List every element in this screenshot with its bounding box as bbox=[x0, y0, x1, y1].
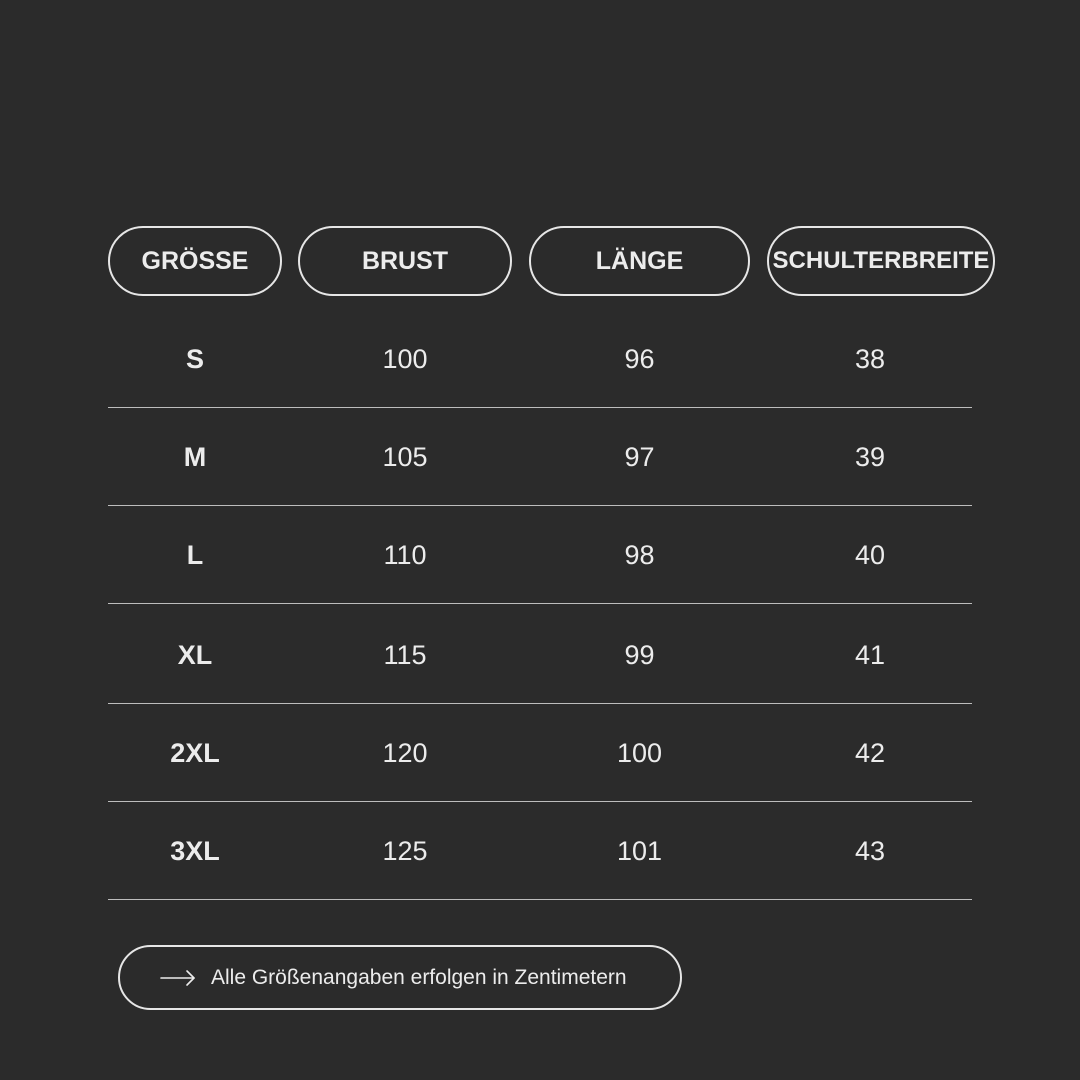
length-cell: 101 bbox=[616, 835, 663, 866]
length-cell: 97 bbox=[624, 441, 655, 472]
header-length: LÄNGE bbox=[529, 226, 750, 296]
shoulder-width-cell: 38 bbox=[854, 343, 886, 374]
shoulder-width-cell: 41 bbox=[854, 639, 886, 670]
length-cell: 100 bbox=[616, 737, 663, 768]
arrow-right-icon bbox=[160, 966, 196, 990]
length-cell: 99 bbox=[624, 639, 655, 670]
table-row bbox=[108, 704, 972, 802]
header-shoulder-width: SCHULTERBREITE bbox=[767, 226, 995, 296]
size-cell: 3XL bbox=[170, 835, 220, 866]
chest-cell: 115 bbox=[383, 639, 427, 670]
size-cell: XL bbox=[177, 639, 213, 670]
size-cell: M bbox=[183, 441, 207, 472]
chest-cell: 110 bbox=[383, 539, 427, 570]
shoulder-width-cell: 39 bbox=[854, 441, 886, 472]
length-cell: 98 bbox=[624, 539, 655, 570]
table-row bbox=[108, 606, 972, 704]
shoulder-width-cell: 43 bbox=[854, 835, 886, 866]
table-row bbox=[108, 802, 972, 900]
shoulder-width-cell: 42 bbox=[854, 737, 886, 768]
length-cell: 96 bbox=[624, 343, 655, 374]
chest-cell: 120 bbox=[382, 737, 428, 768]
measurement-note bbox=[118, 945, 682, 1010]
size-cell: 2XL bbox=[170, 737, 220, 768]
table-row bbox=[108, 310, 972, 408]
table-row bbox=[108, 506, 972, 604]
shoulder-width-cell: 40 bbox=[854, 539, 886, 570]
chest-cell: 100 bbox=[382, 343, 428, 374]
table-row bbox=[108, 408, 972, 506]
header-chest: BRUST bbox=[298, 226, 512, 296]
chest-cell: 105 bbox=[382, 441, 428, 472]
chest-cell: 125 bbox=[382, 835, 428, 866]
note-text: Alle Größenangaben erfolgen in Zentimetern bbox=[211, 965, 627, 989]
header-size: GRÖSSE bbox=[108, 226, 282, 296]
size-cell: L bbox=[186, 539, 204, 570]
size-cell: S bbox=[185, 343, 204, 374]
